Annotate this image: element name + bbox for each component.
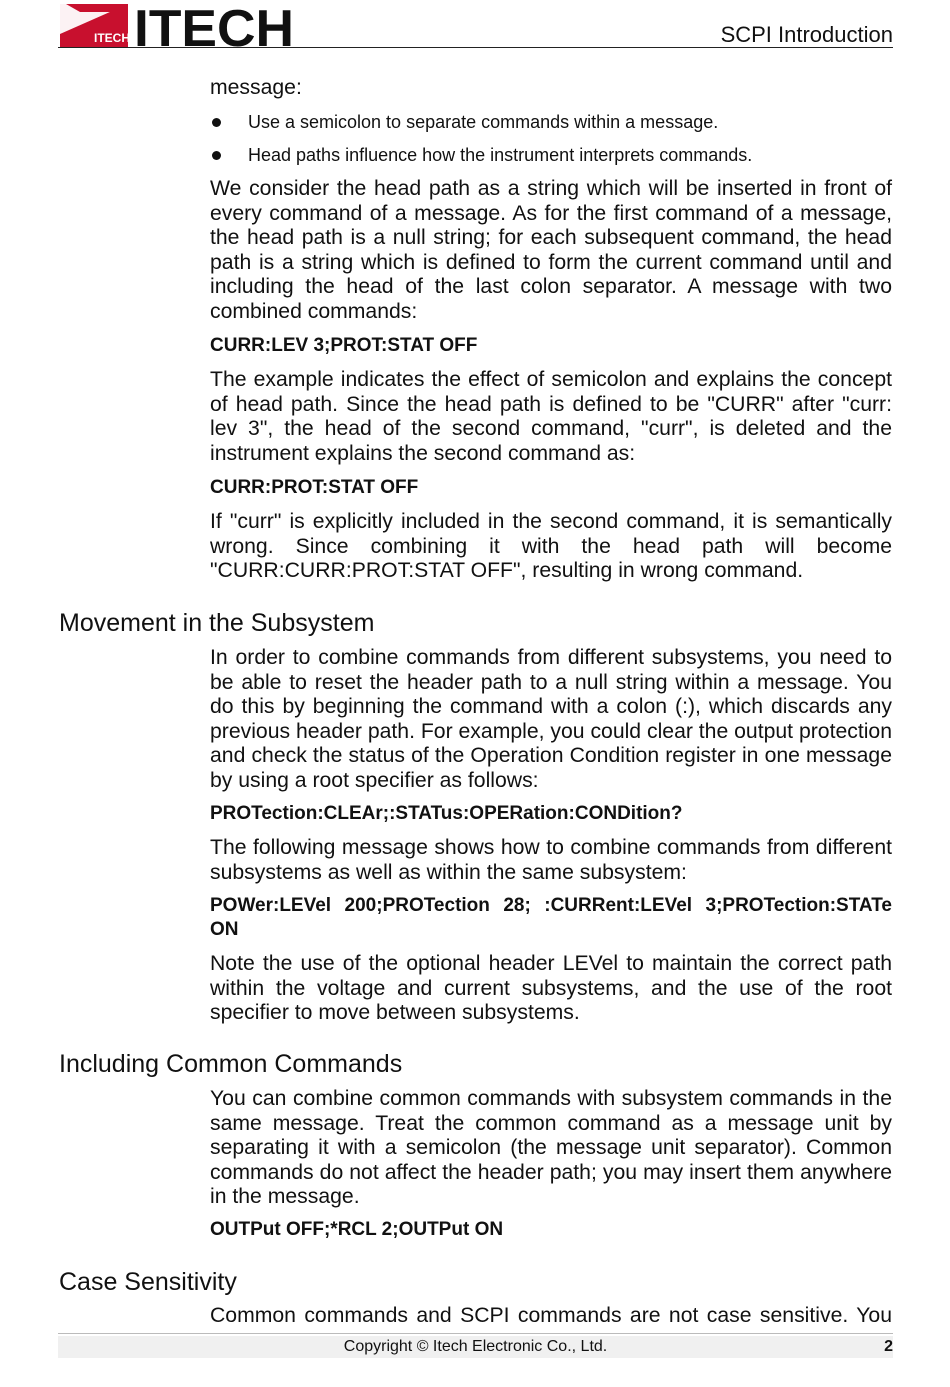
common-paragraph-1: You can combine common commands with subsystem commands in the same message. Treat the common command as a message unit by separating it with a semicolon (the message unit separator). Common commands do not affect the header path; you may insert them anywhere in the message.	[210, 1087, 892, 1209]
section-title: SCPI Introduction	[720, 22, 893, 47]
code-example: PROTection:CLEAr;:STATus:OPERation:CONDition?	[210, 803, 683, 824]
code-example: POWer:LEVel 200;PROTection 28; :CURRent:LEVel 3;PROTection:STATe ON	[210, 895, 892, 940]
page-number: 2	[884, 1338, 893, 1355]
code-example: CURR:PROT:STAT OFF	[210, 477, 419, 498]
intro-paragraph-2: The example indicates the effect of semicolon and explains the concept of head path. Since the head path is defined to be "CURR" after "curr: lev 3", the head of the second command, "curr", is deleted and the instrument explains the second command as:	[210, 368, 892, 465]
intro-paragraph-3: If "curr" is explicitly included in the second command, it is semantically wrong. Since combining it with the head path will become "CURR:CURR:PROT:STAT OFF", resulting in wrong command.	[210, 510, 892, 583]
case-paragraph-1: Common commands and SCPI commands are not case sensitive. You	[210, 1304, 892, 1327]
movement-paragraph-3: Note the use of the optional header LEVel to maintain the correct path within the voltage and current subsystems, and the use of the root specifier to move between subsystems.	[210, 952, 892, 1025]
bullet-icon	[212, 118, 221, 127]
code-example: OUTPut OFF;*RCL 2;OUTPut ON	[210, 1219, 504, 1240]
bullet-icon	[212, 151, 221, 160]
section-heading-case: Case Sensitivity	[59, 1268, 237, 1296]
section-heading-common: Including Common Commands	[59, 1050, 403, 1078]
lead-text: message:	[210, 76, 302, 99]
page-footer	[58, 1336, 893, 1358]
movement-paragraph-2: The following message shows how to combine commands from different subsystems as well as within the same subsystem:	[210, 836, 892, 884]
code-example: CURR:LEV 3;PROT:STAT OFF	[210, 335, 478, 356]
svg-text:ITECH: ITECH	[94, 31, 130, 45]
footer-divider	[58, 1333, 893, 1334]
section-heading-movement: Movement in the Subsystem	[59, 609, 375, 637]
svg-text:ITECH: ITECH	[134, 4, 294, 48]
intro-paragraph-1: We consider the head path as a string which will be inserted in front of every command of a message. As for the first command of a message, the head path is a null string; for each subsequent command, the head path is a string which is defined to form the current command until and including the head of the last colon separator. A message with two combined commands:	[210, 177, 892, 323]
intro-lead	[210, 76, 892, 101]
copyright-text: Copyright © Itech Electronic Co., Ltd.	[343, 1338, 608, 1355]
movement-paragraph-1: In order to combine commands from different subsystems, you need to be able to reset the header path to a null string within a message. You do this by beginning the command with a colon (:), which discards any previous header path. For example, you could clear the output protection and check the status of the Operation Condition register in one message by using a root specifier as follows:	[210, 646, 892, 792]
header-divider	[58, 47, 893, 48]
page-header	[0, 0, 950, 52]
itech-logo	[60, 4, 296, 48]
